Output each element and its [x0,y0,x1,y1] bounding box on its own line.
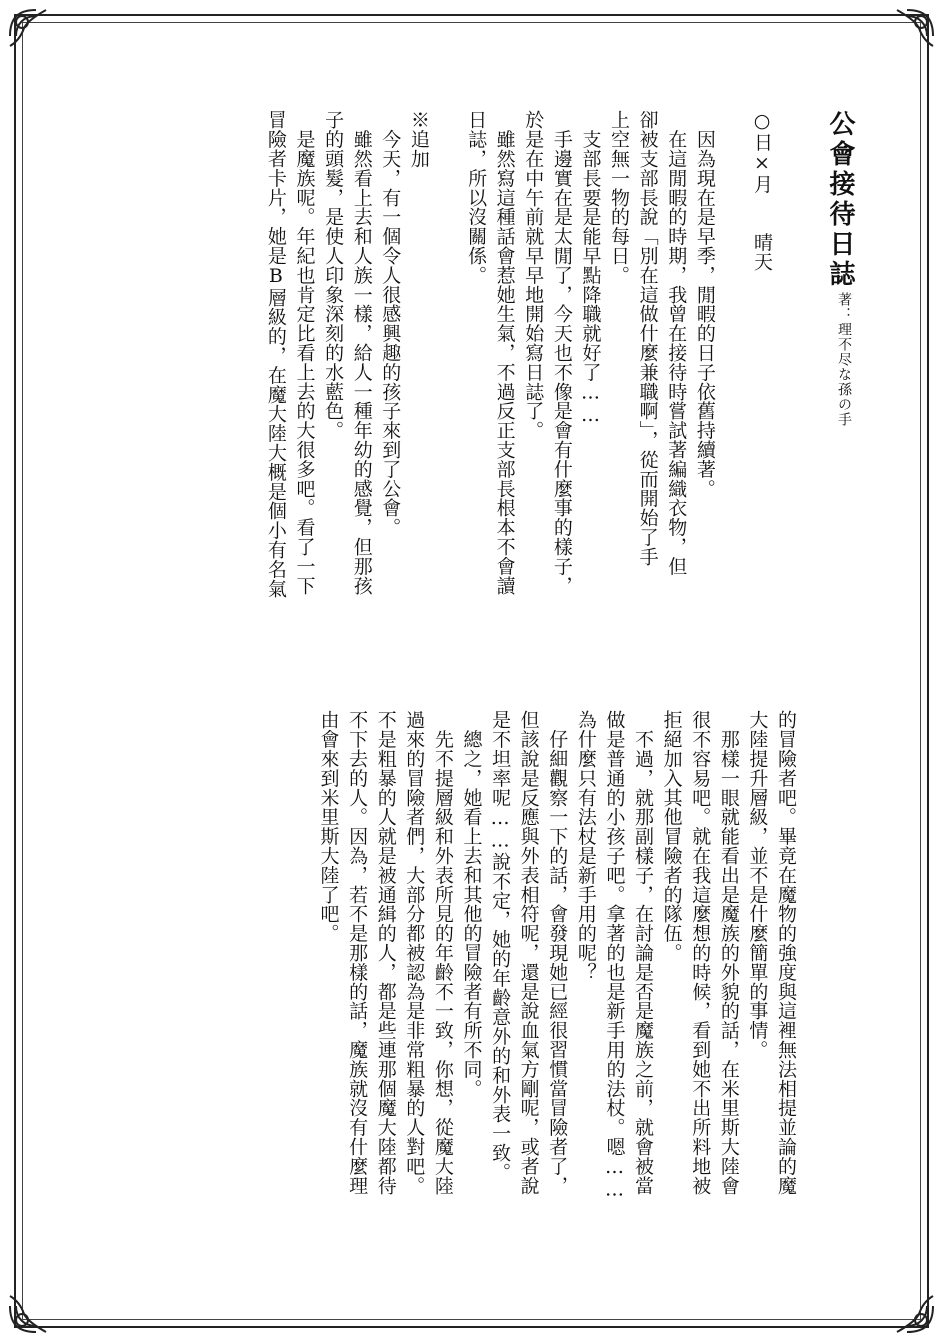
corner-ornament-icon [875,1274,937,1336]
corner-ornament-icon [6,1274,68,1336]
corner-ornament-icon [6,6,68,68]
diary-entry-upper: ○日×月 晴天 因為現在是早季，閒暇的日子依舊持續著。 在這閒暇的時期，我曾在接待時嘗試著編織衣物，但 卻被支部長說「別在這做什麼兼職啊」，從而開始了手 上空無一物的每日。 支部長要是能早點降職就好了…… 手邊實在是太閒了，今天也不像是會有什麼事的樣子， 於是在中午前就早早地開始寫日誌了。 雖然寫這種話會惹她生氣，不過反正支部長根本不會讀 日誌，所以沒關係。 ※追加 今天，有一個令人很感興趣的孩子來到了公會。 雖然看上去和人族一樣，給人一種年幼的感覺，但那孩 子的頭髮，是使人印象深刻的水藍色。 是魔族呢。年紀也肯定比看上去的大很多吧。看了一下 冒險者卡片，她是B層級的，在魔大陸大概是個小有名氣 [264,110,773,598]
corner-ornament-icon [875,6,937,68]
diary-entry-lower: 的冒險者吧。畢竟在魔物的強度與這裡無法相提並論的魔 大陸提升層級，並不是什麼簡單的事情。 那樣一眼就能看出是魔族的外貌的話，在米里斯大陸會 很不容易吧。就在我這麼想的時候，看到她不出所料地被 拒絕加入其他冒險者的隊伍。 不過，就那副樣子，在討論是否是魔族之前，就會被當 做是普通的小孩子吧。拿著的也是新手用的法杖。嗯…… 為什麼只有法杖是新手用的呢？ 仔細觀察一下的話，會發現她已經很習慣當冒險者了， 但該說是反應與外表相符呢，還是說血氣方剛呢，或者說 是不坦率呢……說不定，她的年齡意外的和外表一致。 總之，她看上去和其他的冒險者有所不同。 先不提層級和外表所見的年齡不一致，你想，從魔大陸 過來的冒險者們，大部分都被認為是非常粗暴的人對吧。 不是粗暴的人就是被通緝的人，都是些連那個魔大陸都待 不下去的人。因為，若不是那樣的話，魔族就沒有什麼理 由會來到米里斯大陸了吧。 [317,710,797,1201]
page-title: 公會接待日誌 [825,110,855,290]
author-credit: 著：理不尽な孫の手 [836,292,852,427]
